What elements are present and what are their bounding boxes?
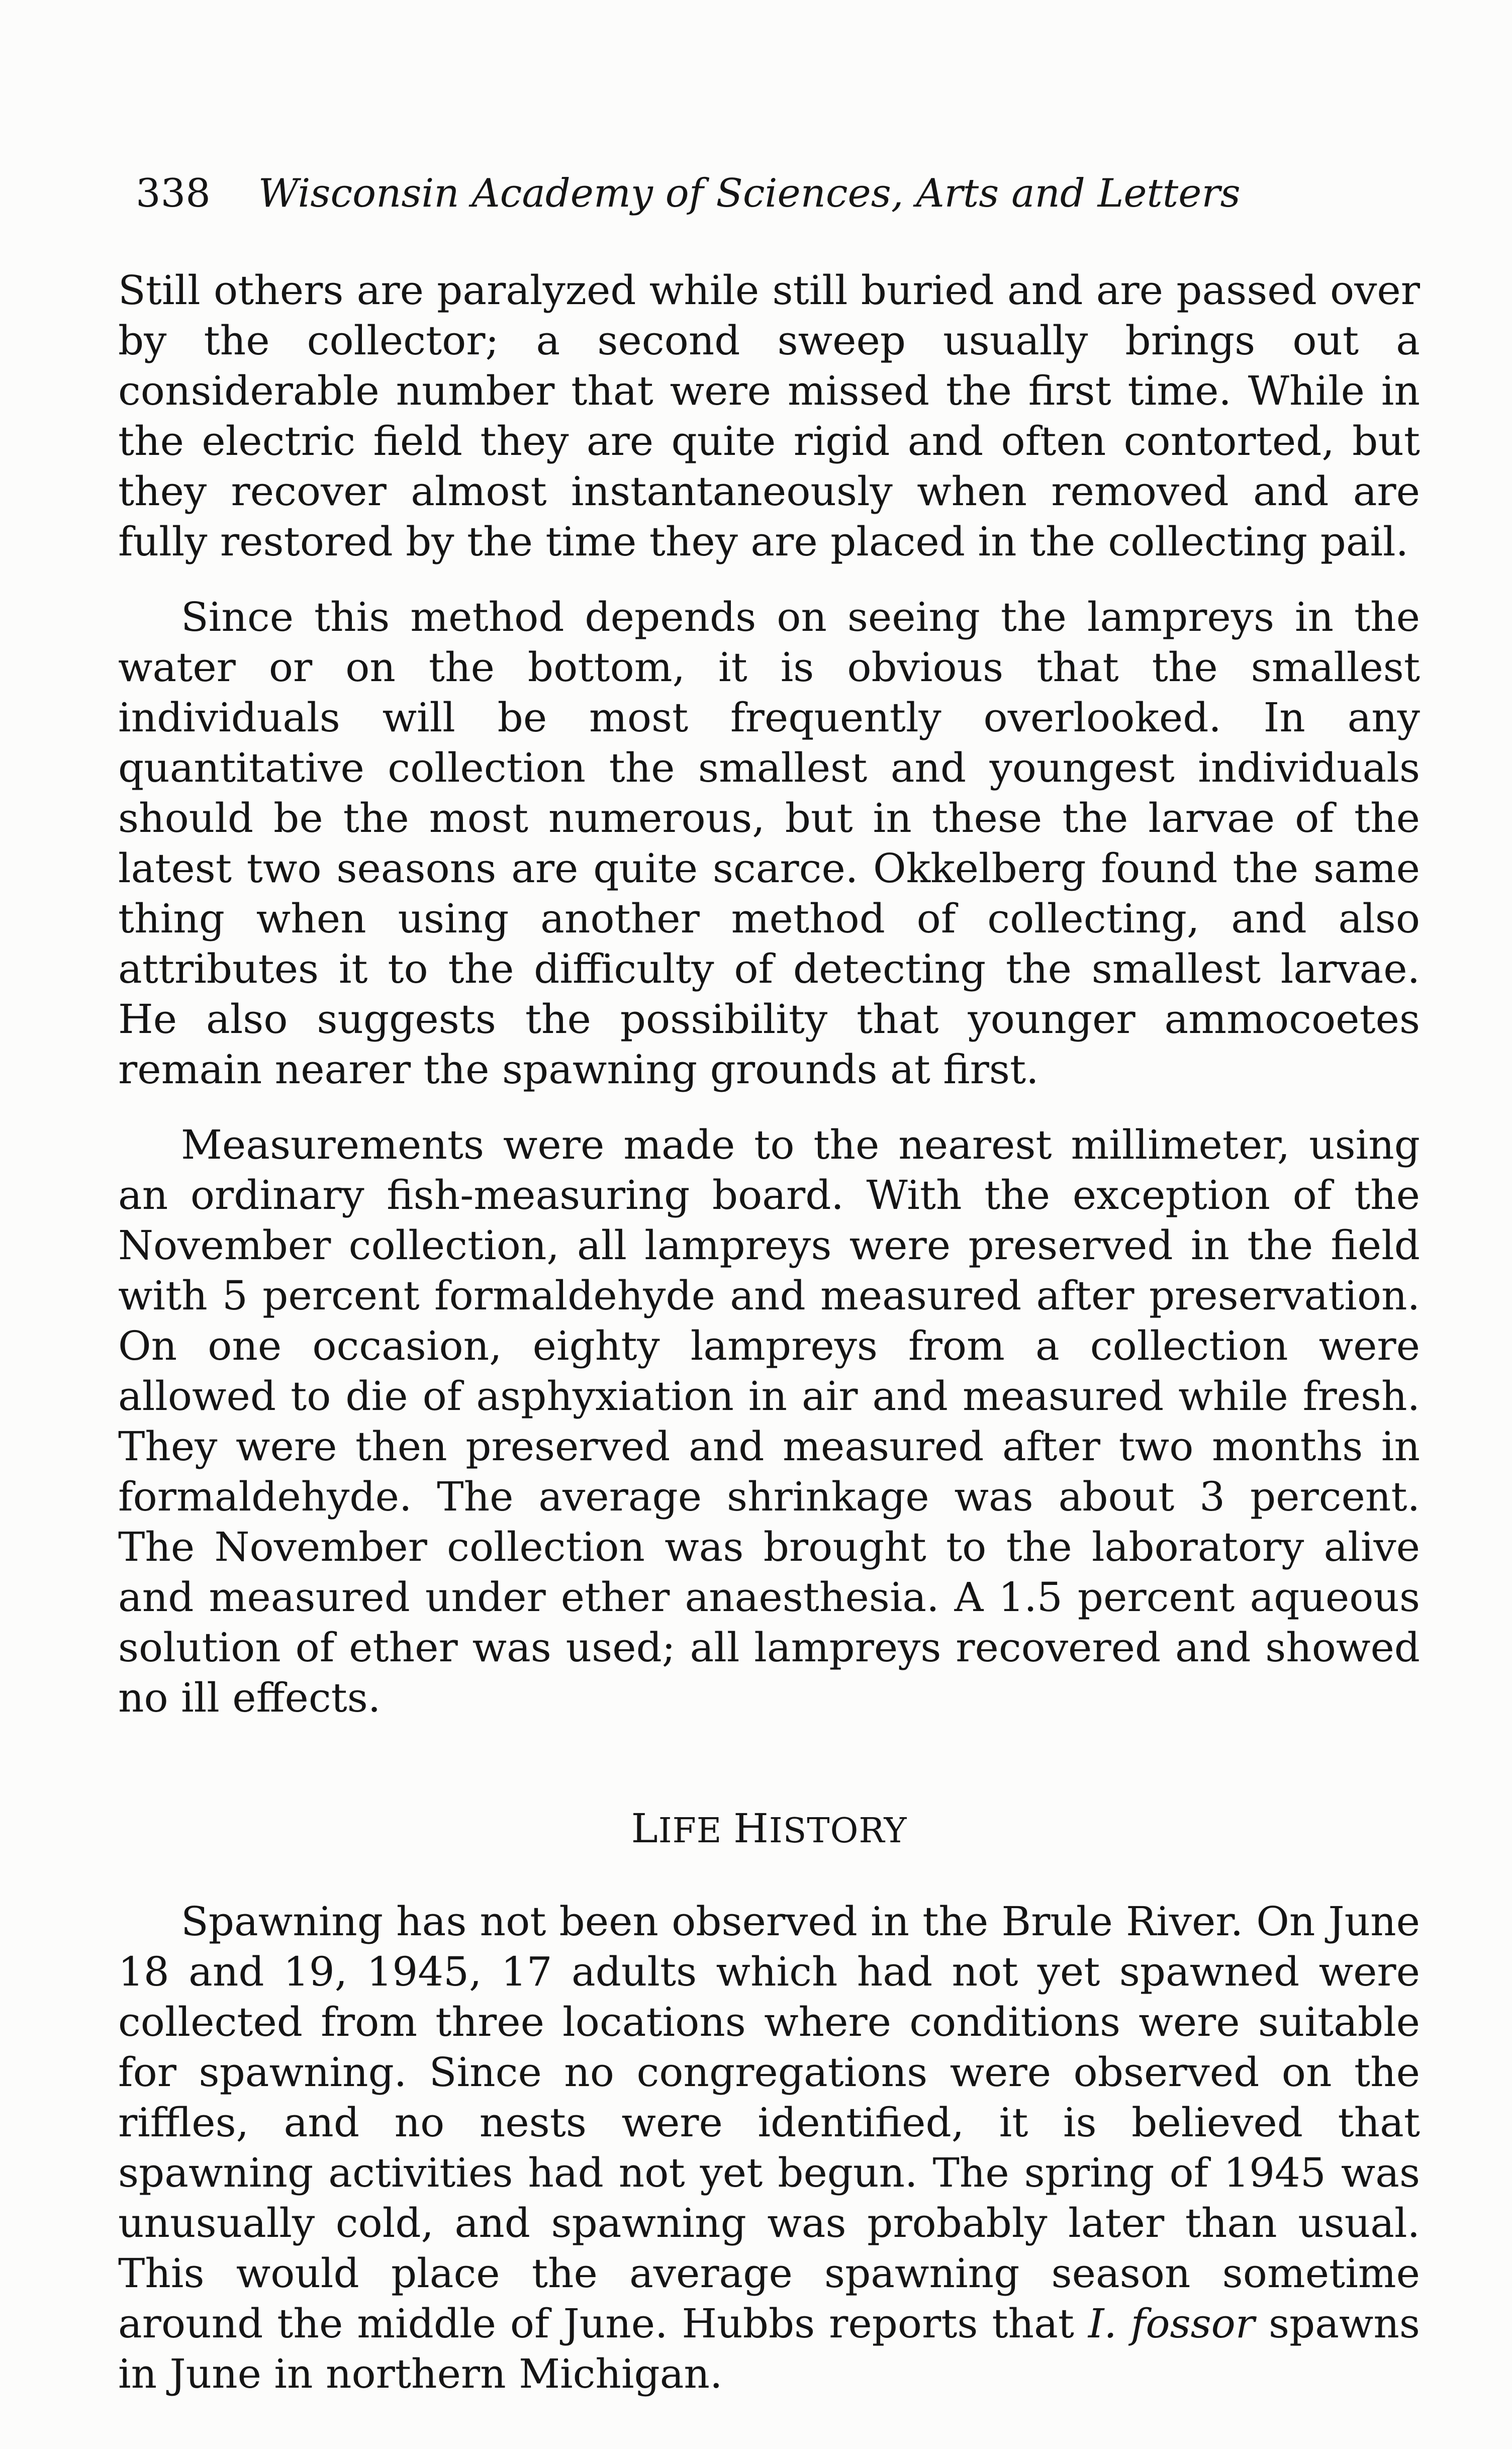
heading-capital-l: L: [631, 1805, 658, 1852]
life-history-paragraph: [118, 1897, 1420, 2399]
article-body: [118, 265, 1420, 2399]
body-paragraph-1: Still others are paralyzed while still buried and are passed over by the collector; a second sweep usually brings out a considerable number that were missed the first time. While in the electric field they are quite rigid and often contorted, but they recover almost instantaneously when removed and are fully restored by the time they are placed in the collecting pail.: [118, 267, 1420, 565]
running-title: Wisconsin Academy of Sciences, Arts and Letters: [258, 171, 1241, 216]
body-paragraph-2: Since this method depends on seeing the lampreys in the water or on the bottom, it is obvious that the smallest individuals will be most frequently overlooked. In any quantitative collection the smallest and youngest individuals should be the most numerous, but in these the larvae of the latest two seasons are quite scarce. Okkelberg found the same thing when using another method of collecting, and also attributes it to the difficulty of detecting the smallest larvae. He also suggests the possibility that younger ammocoetes remain nearer the spawning grounds at first.: [118, 594, 1420, 1093]
page-number: 338: [136, 171, 211, 216]
life-history-text-after-species: spawns in June in northern Michigan.: [118, 2300, 1420, 2397]
heading-small-caps-ife: IFE: [658, 1811, 722, 1851]
section-heading-life-history: [118, 1804, 1420, 1856]
page-header: [136, 166, 1332, 221]
life-history-text-before-species: Spawning has not been observed in the Brule River. On June 18 and 19, 1945, 17 adults which had not yet spawned were collected from three locations where conditions were suitable for spawning. Since no congregations were observed on the riffles, and no nests were identified, it is believed that spawning activities had not yet begun. The spring of 1945 was unusually cold, and spawning was probably later than usual. This would place the average spawning season sometime around the middle of June. Hubbs reports that: [118, 1898, 1420, 2347]
heading-small-caps-istory: ISTORY: [769, 1811, 907, 1851]
species-name: I. fossor: [1088, 2300, 1255, 2347]
heading-capital-h: H: [733, 1805, 769, 1852]
body-paragraph-3: Measurements were made to the nearest millimeter, using an ordinary fish-measuring board. With the exception of the November collection, all lampreys were preserved in the field with 5 percent formaldehyde and measured after preservation. On one occasion, eighty lampreys from a collection were allowed to die of asphyxiation in air and measured while fresh. They were then preserved and measured after two months in formaldehyde. The average shrinkage was about 3 percent. The November collection was brought to the laboratory alive and measured under ether anaesthesia. A 1.5 percent aqueous solution of ether was used; all lampreys recovered and showed no ill effects.: [118, 1121, 1420, 1721]
